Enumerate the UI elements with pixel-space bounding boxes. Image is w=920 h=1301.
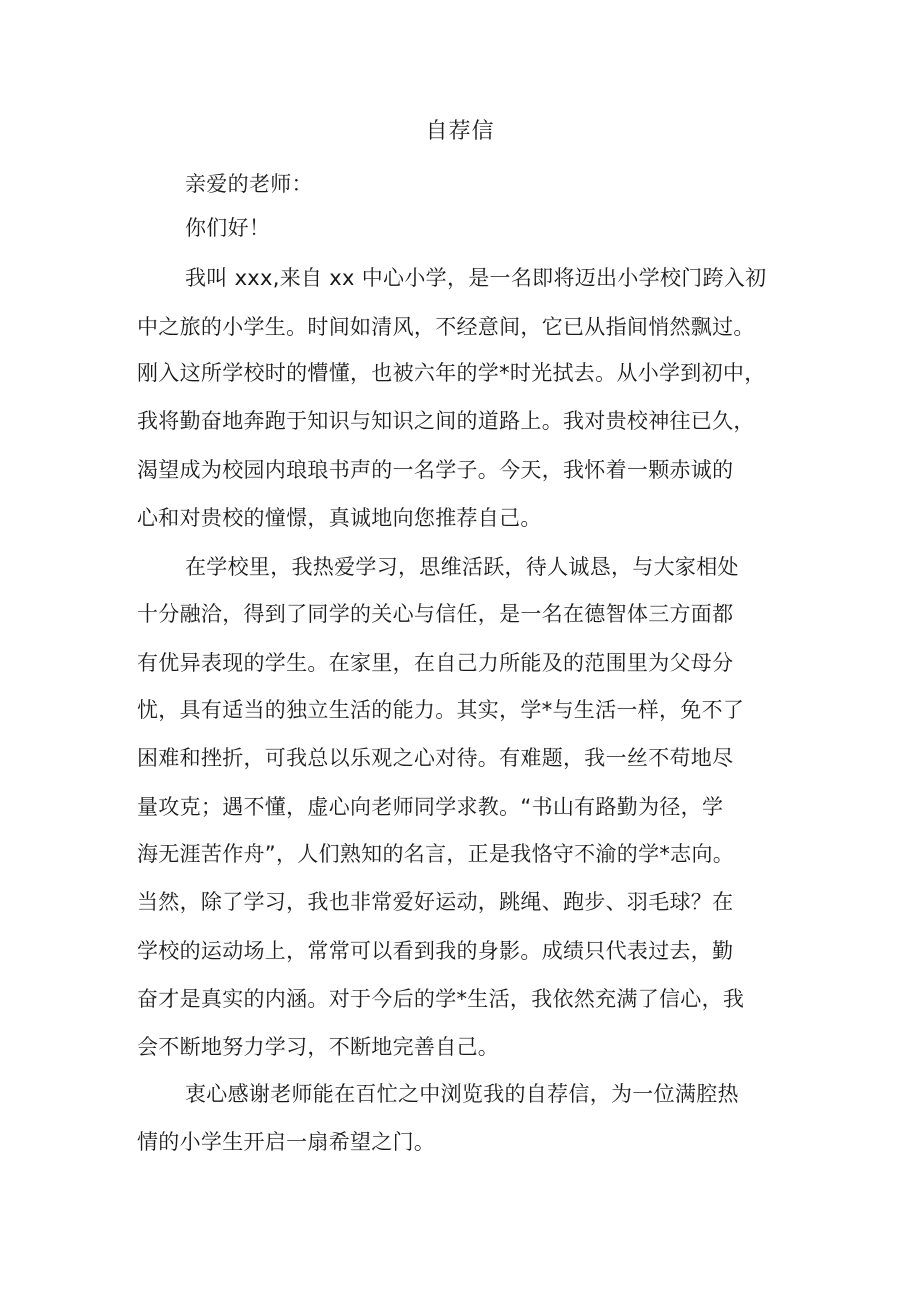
paragraph-2-line-5: 困难和挫折，可我总以乐观之心对待。有难题，我一丝不苟地尽: [137, 746, 734, 770]
paragraph-2-line-3: 有优异表现的学生。在家里，在自己力所能及的范围里为父母分: [137, 651, 734, 675]
paragraph-2-line-4: 忧，具有适当的独立生活的能力。其实，学*与生活一样，免不了: [137, 698, 745, 722]
page-title: 自荐信: [425, 119, 495, 144]
paragraph-2-line-2: 十分融洽，得到了同学的关心与信任，是一名在德智体三方面都: [137, 602, 734, 626]
paragraph-2-line-6: 量攻克；遇不懂，虚心向老师同学求教。“书山有路勤为径，学: [137, 795, 724, 819]
paragraph-1-line-5: 渴望成为校园内琅琅书声的一名学子。今天，我怀着一颗赤诚的: [137, 458, 734, 482]
paragraph-2-line-1: 在学校里，我热爱学习，思维活跃，待人诚恳，与大家相处: [185, 555, 739, 579]
paragraph-1-line-6: 心和对贵校的憧憬，真诚地向您推荐自己。: [137, 506, 542, 530]
paragraph-2-line-7: 海无涯苦作舟”，人们熟知的名言，正是我恪守不渝的学*志向。: [137, 842, 735, 866]
paragraph-1-line-1: 我叫 xxx,来自 xx 中心小学，是一名即将迈出小学校门跨入初: [185, 266, 767, 290]
paragraph-1-line-2: 中之旅的小学生。时间如清风，不经意间，它已从指间悄然飘过。: [137, 315, 755, 339]
paragraph-2-line-9: 学校的运动场上，常常可以看到我的身影。成绩只代表过去，勤: [137, 939, 734, 963]
greeting: 你们好！: [185, 216, 271, 240]
paragraph-3-line-2: 情的小学生开启一扇希望之门。: [137, 1130, 436, 1154]
paragraph-1-line-4: 我将勤奋地奔跑于知识与知识之间的道路上。我对贵校神往已久，: [137, 409, 755, 433]
paragraph-3-line-1: 衷心感谢老师能在百忙之中浏览我的自荐信，为一位满腔热: [185, 1082, 739, 1106]
paragraph-2-line-11: 会不断地努力学习，不断地完善自己。: [137, 1035, 500, 1059]
paragraph-1-line-3: 刚入这所学校时的懵懂，也被六年的学*时光拭去。从小学到初中，: [137, 361, 766, 385]
salutation: 亲爱的老师：: [185, 172, 313, 196]
paragraph-2-line-10: 奋才是真实的内涵。对于今后的学*生活，我依然充满了信心，我: [137, 987, 745, 1011]
paragraph-2-line-8: 当然，除了学习，我也非常爱好运动，跳绳、跑步、羽毛球？在: [137, 890, 734, 914]
